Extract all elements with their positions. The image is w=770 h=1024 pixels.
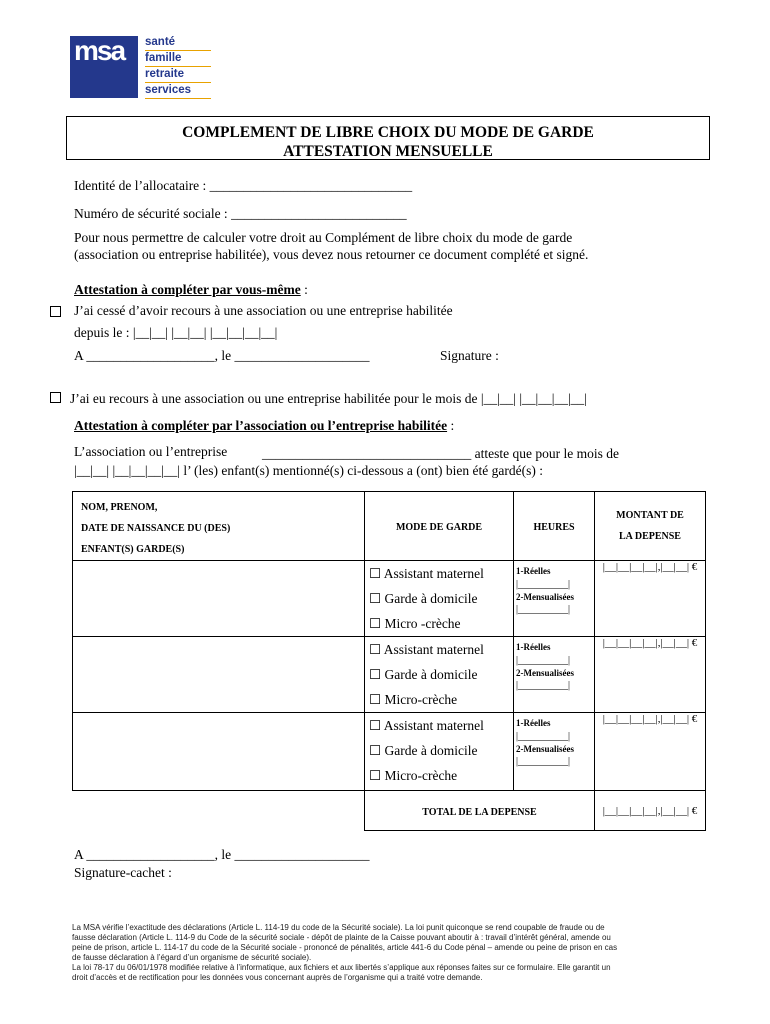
intro-text-2: (association ou entreprise habilitée), vous devez nous retourner ce document complété et signé. — [74, 247, 589, 262]
child-name-cell[interactable] — [73, 561, 365, 637]
heures-cell — [514, 713, 595, 791]
msa-logo-letters: msa — [74, 35, 125, 66]
logo-word: services — [145, 84, 211, 99]
child-name-cell[interactable] — [73, 713, 365, 791]
assoc-month-text[interactable]: |__|__| |__|__|__|__| l’ (les) enfant(s) mentionné(s) ci-dessous a (ont) bien été gardé(s) : — [74, 463, 543, 478]
heures-cell — [514, 561, 595, 637]
mode-option-assistant[interactable]: ☐ Assistant maternel — [369, 642, 484, 657]
total-empty-cell — [73, 791, 365, 831]
table-header-row — [73, 492, 706, 561]
table-row — [73, 713, 706, 791]
header-heures-label: HEURES — [533, 522, 575, 533]
heures-mensualisees-field[interactable]: |__________| — [516, 756, 571, 767]
bottom-place-date-field[interactable]: A ___________________, le ____________________ — [74, 847, 370, 862]
signature-cachet-label: Signature-cachet : — [74, 865, 172, 880]
mode-option-garde[interactable]: ☐ Garde à domicile — [369, 591, 478, 606]
msa-logo-words — [145, 36, 211, 100]
section1-colon: : — [300, 282, 308, 297]
title-box — [66, 116, 710, 160]
amount-field[interactable]: |__|__|__|__|,|__|__| € — [595, 637, 706, 713]
section1-heading-text: Attestation à compléter par vous-même — [74, 282, 301, 297]
amount-field[interactable]: |__|__|__|__|,|__|__| € — [595, 713, 706, 791]
cesse-signature-label: Signature : — [440, 348, 499, 363]
total-label: TOTAL DE LA DEPENSE — [422, 806, 537, 818]
footer-line: fausse déclaration (Article L. 114-9 du Code de la sécurité sociale - dépôt de plainte de la Caisse pouvant aboutir à : travail d’intérêt général, amende ou — [72, 933, 611, 942]
mode-cell — [365, 637, 514, 713]
recours-text[interactable]: J’ai eu recours à une association ou une entreprise habilitée pour le mois de |__|__| |__|__|__|__| — [70, 391, 587, 406]
mode-option-micro[interactable]: ☐ Micro -crèche — [369, 616, 461, 631]
logo-word: retraite — [145, 68, 211, 83]
heures-reelles-field[interactable]: |__________| — [516, 655, 571, 666]
cesse-checkbox[interactable] — [50, 306, 61, 317]
heures-cell — [514, 637, 595, 713]
heures-mensualisees-field[interactable]: |__________| — [516, 680, 571, 691]
logo-word: famille — [145, 52, 211, 67]
header-heures — [514, 492, 595, 561]
recours-checkbox[interactable] — [50, 392, 61, 403]
total-amount-field[interactable]: |__|__|__|__|,|__|__| € — [595, 791, 706, 831]
form-subtitle: ATTESTATION MENSUELLE — [283, 143, 493, 160]
heures-reelles-label: 1-Réelles — [516, 718, 551, 728]
header-child-line: NOM, PRENOM, — [81, 502, 158, 513]
mode-option-assistant[interactable]: ☐ Assistant maternel — [369, 718, 484, 733]
heures-reelles-field[interactable]: |__________| — [516, 731, 571, 742]
heures-mensualisees-field[interactable]: |__________| — [516, 604, 571, 615]
header-child-line: DATE DE NAISSANCE DU (DES) — [81, 523, 231, 534]
mode-option-garde[interactable]: ☐ Garde à domicile — [369, 667, 478, 682]
garde-table — [72, 491, 706, 831]
assoc-name-field[interactable]: _______________________________ atteste que pour le mois de — [262, 446, 619, 461]
amount-field[interactable]: |__|__|__|__|,|__|__| € — [595, 561, 706, 637]
footer-line: de fausse déclaration à l’égard d’un organisme de sécurité sociale). — [72, 953, 312, 962]
mode-cell — [365, 561, 514, 637]
header-montant — [595, 492, 706, 561]
section2-heading-text: Attestation à compléter par l’association ou l’entreprise habilitée — [74, 418, 448, 433]
form-title: COMPLEMENT DE LIBRE CHOIX DU MODE DE GARDE — [182, 124, 594, 141]
logo-word: santé — [145, 36, 211, 51]
mode-option-assistant[interactable]: ☐ Assistant maternel — [369, 566, 484, 581]
cesse-date-field[interactable]: depuis le : |__|__| |__|__| |__|__|__|__| — [74, 325, 278, 340]
section2-heading — [74, 418, 454, 434]
legal-footer — [72, 923, 696, 983]
mode-option-garde[interactable]: ☐ Garde à domicile — [369, 743, 478, 758]
header-mode — [365, 492, 514, 561]
assoc-label: L’association ou l’entreprise — [74, 444, 228, 459]
identite-field[interactable]: Identité de l’allocataire : ______________________________ — [74, 178, 413, 193]
numero-secu-field[interactable]: Numéro de sécurité sociale : __________________________ — [74, 206, 407, 221]
footer-line: La loi 78-17 du 06/01/1978 modifiée relative à l’informatique, aux fichiers et aux libertés s’applique aux réponses faites sur ce formulaire. Elle garantit un — [72, 963, 611, 972]
heures-mensualisees-label: 2-Mensualisées — [516, 668, 574, 678]
heures-reelles-field[interactable]: |__________| — [516, 579, 571, 590]
heures-mensualisees-label: 2-Mensualisées — [516, 744, 574, 754]
intro-text-1: Pour nous permettre de calculer votre droit au Complément de libre choix du mode de garde — [74, 230, 573, 245]
header-montant-line: MONTANT DE — [616, 510, 684, 521]
table-row — [73, 561, 706, 637]
header-child — [73, 492, 365, 561]
header-montant-line: LA DEPENSE — [619, 531, 681, 542]
cesse-place-date-field[interactable]: A ___________________, le ____________________ — [74, 348, 370, 363]
child-name-cell[interactable] — [73, 637, 365, 713]
heures-mensualisees-label: 2-Mensualisées — [516, 592, 574, 602]
section2-colon: : — [447, 418, 455, 433]
footer-line: La MSA vérifie l’exactitude des déclarations (Article L. 114-19 du code de la Sécurité sociale). La loi punit quiconque se rend coupable de fraude ou de — [72, 923, 605, 932]
header-child-line: ENFANT(S) GARDE(S) — [81, 544, 185, 555]
heures-reelles-label: 1-Réelles — [516, 642, 551, 652]
heures-reelles-label: 1-Réelles — [516, 566, 551, 576]
footer-line: peine de prison, article L. 114-17 du code de la Sécurité sociale - prononcé de pénalités, article 441-6 du Code pénal – amende ou peine de prison en cas — [72, 943, 618, 952]
footer-line: droit d’accès et de rectification pour les données vous concernant auprès de l’organisme qui a traité votre demande. — [72, 973, 483, 982]
mode-option-micro[interactable]: ☐ Micro-crèche — [369, 692, 458, 707]
mode-cell — [365, 713, 514, 791]
table-row — [73, 637, 706, 713]
total-row — [73, 791, 706, 831]
section1-heading — [74, 282, 308, 298]
total-label-cell — [365, 791, 595, 831]
mode-option-micro[interactable]: ☐ Micro-crèche — [369, 768, 458, 783]
header-mode-label: MODE DE GARDE — [395, 522, 483, 533]
cesse-text: J’ai cessé d’avoir recours à une association ou une entreprise habilitée — [74, 303, 453, 318]
